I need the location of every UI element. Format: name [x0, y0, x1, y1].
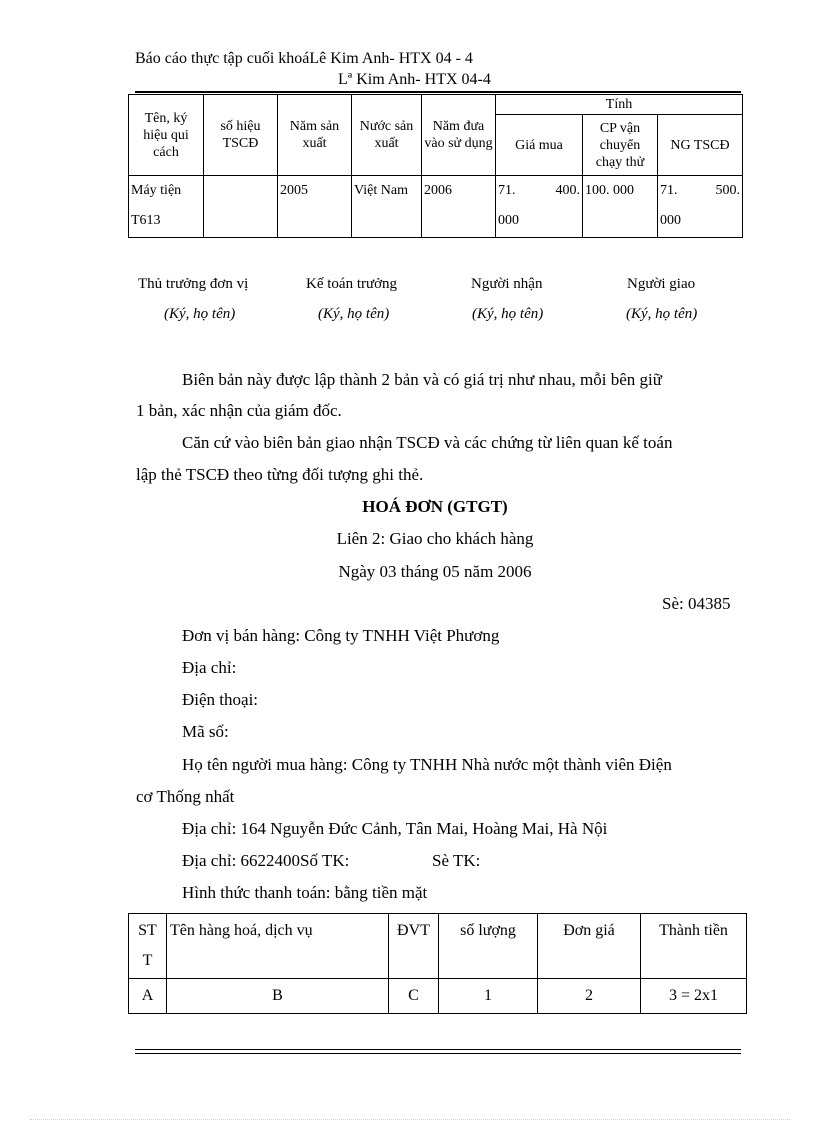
buyer-tax-address: Địa chỉ: 6622400Số TK: — [182, 851, 350, 870]
cell-code — [204, 176, 278, 238]
header-rule — [135, 91, 741, 93]
col-header-code: số hiệu TSCĐ — [204, 95, 278, 176]
paragraph-1-line-2: 1 bản, xác nhận của giám đốc. — [136, 401, 342, 420]
sig-title-receiver: Người nhận — [471, 276, 543, 292]
cell-country: Việt Nam — [352, 176, 422, 238]
price-part-c: 000 — [498, 213, 519, 228]
items-cell-c: C — [389, 979, 439, 1014]
items-table — [128, 913, 747, 1014]
sig-note-head: (Ký, họ tên) — [164, 306, 236, 322]
items-header-unit: ĐVT — [389, 914, 439, 979]
buyer-line-2: cơ Thống nhất — [136, 787, 235, 806]
signature-notes — [0, 306, 816, 326]
sig-title-head: Thủ trưởng đơn vị — [138, 276, 249, 292]
col-header-ng: NG TSCĐ — [658, 115, 743, 176]
signature-titles — [0, 276, 816, 296]
items-header-qty: số lượng — [439, 914, 538, 979]
invoice-copy: Liên 2: Giao cho khách hàng — [336, 529, 534, 548]
footer-rule-bottom — [135, 1053, 741, 1054]
ng-part-a: 71. — [660, 183, 678, 198]
cell-name: Máy tiện T613 — [129, 176, 204, 238]
items-header-stt: ST T — [129, 914, 167, 979]
footer-rule-top — [135, 1049, 741, 1050]
seller-phone: Điện thoại: — [182, 690, 259, 709]
price-part-b: 400. — [555, 183, 580, 198]
cell-price — [496, 176, 583, 238]
ng-part-c: 000 — [660, 213, 681, 228]
invoice-date: Ngày 03 tháng 05 năm 2006 — [338, 562, 532, 581]
col-header-transport: CP vận chuyển chạy thử — [583, 115, 658, 176]
paragraph-1-line-1: Biên bản này được lập thành 2 bản và có giá trị như nhau, mỗi bên giữ — [182, 370, 662, 389]
asset-table — [128, 94, 743, 238]
seller-address: Địa chỉ: — [182, 658, 237, 677]
payment-method: Hình thức thanh toán: bằng tiền mặt — [182, 883, 428, 902]
invoice-number: Sè: 04385 — [662, 594, 731, 613]
seller-tax-code: Mã số: — [182, 722, 229, 741]
buyer-address: Địa chỉ: 164 Nguyễn Đức Cảnh, Tân Mai, Hoàng Mai, Hà Nội — [182, 819, 608, 838]
col-header-price: Giá mua — [496, 115, 583, 176]
report-header: Báo cáo thực tập cuối khoáLê Kim Anh- HTX 04 - 4 — [135, 50, 473, 67]
invoice-title: HOÁ ĐƠN (GTGT) — [362, 497, 508, 516]
report-subheader: Lª Kim Anh- HTX 04-4 — [338, 71, 491, 88]
cell-ng — [658, 176, 743, 238]
col-header-country: Nước sản xuất — [352, 95, 422, 176]
sig-note-deliverer: (Ký, họ tên) — [626, 306, 698, 322]
cell-year-made: 2005 — [278, 176, 352, 238]
ng-part-b: 500. — [715, 183, 740, 198]
items-header-name: Tên hàng hoá, dịch vụ — [167, 914, 389, 979]
buyer-account: Sè TK: — [432, 851, 481, 870]
sig-note-receiver: (Ký, họ tên) — [472, 306, 544, 322]
items-cell-a: A — [129, 979, 167, 1014]
col-header-name: Tên, ký hiệu qui cách — [129, 95, 204, 176]
col-header-year-used: Năm đưa vào sử dụng — [422, 95, 496, 176]
price-part-a: 71. — [498, 183, 516, 198]
col-header-group: Tính — [496, 95, 743, 115]
seller: Đơn vị bán hàng: Công ty TNHH Việt Phương — [182, 626, 500, 645]
page-edge — [30, 1119, 790, 1120]
col-header-year-made: Năm sản xuất — [278, 95, 352, 176]
items-header-price: Đơn giá — [538, 914, 641, 979]
cell-transport: 100. 000 — [583, 176, 658, 238]
paragraph-2-line-1: Căn cứ vào biên bản giao nhận TSCĐ và các chứng từ liên quan kế toán — [182, 433, 673, 452]
items-cell-1: 1 — [439, 979, 538, 1014]
buyer-line-1: Họ tên người mua hàng: Công ty TNHH Nhà nước một thành viên Điện — [182, 755, 672, 774]
items-header-amount: Thành tiền — [641, 914, 747, 979]
items-cell-b: B — [167, 979, 389, 1014]
paragraph-2-line-2: lập thẻ TSCĐ theo từng đối tượng ghi thẻ. — [136, 465, 424, 484]
items-cell-3: 3 = 2x1 — [641, 979, 747, 1014]
sig-title-deliverer: Người giao — [627, 276, 696, 292]
sig-title-accountant: Kế toán trưởng — [306, 276, 398, 292]
items-cell-2: 2 — [538, 979, 641, 1014]
sig-note-accountant: (Ký, họ tên) — [318, 306, 390, 322]
cell-year-used: 2006 — [422, 176, 496, 238]
